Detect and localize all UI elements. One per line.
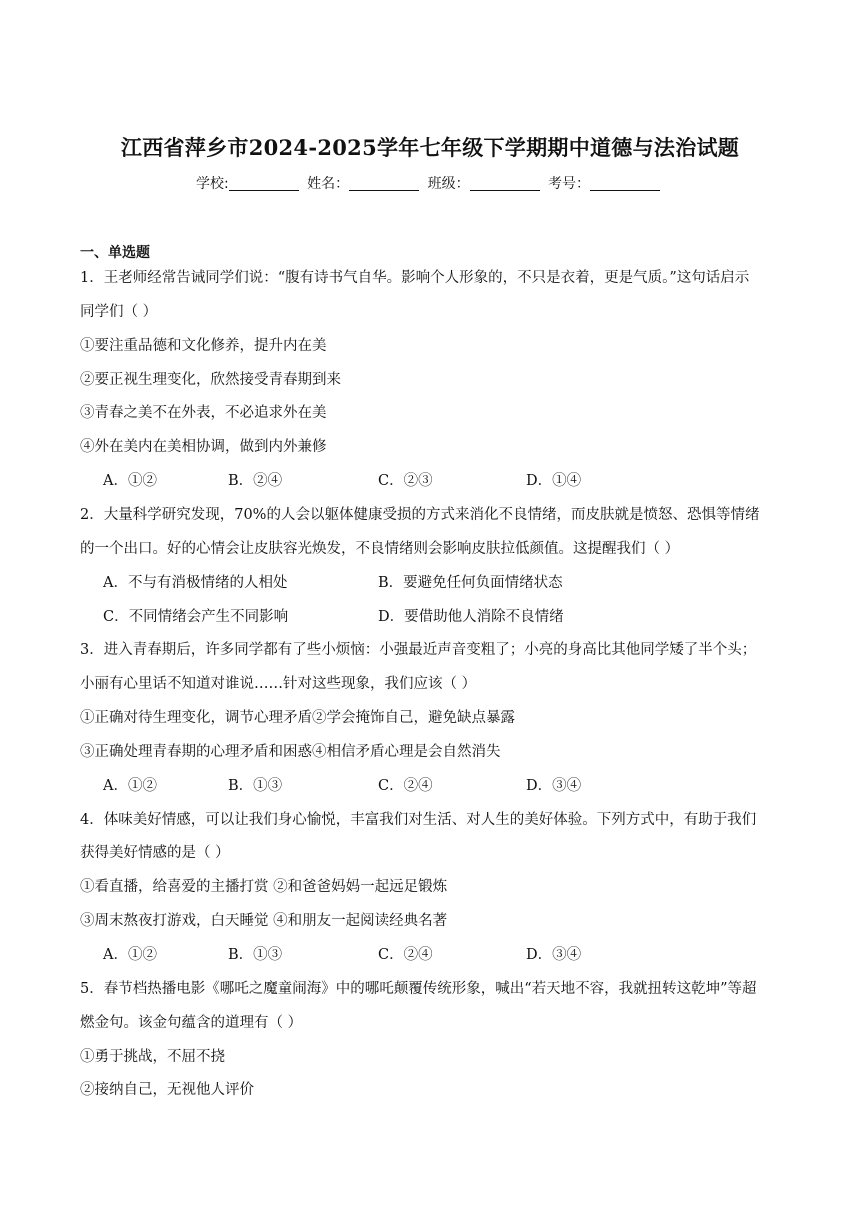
q2-option-d[interactable]: D．要借助他人消除不良情绪	[378, 609, 564, 625]
exam-number-blank[interactable]	[590, 176, 660, 191]
q4-option-c[interactable]: C．②④	[378, 947, 433, 963]
q4-option-d[interactable]: D．③④	[526, 947, 582, 963]
q5-statement-1: ①勇于挑战，不屈不挠	[80, 1049, 225, 1065]
q1-option-c[interactable]: C．②③	[378, 473, 433, 489]
q4-statement-1: ①看直播，给喜爱的主播打赏 ②和爸爸妈妈一起远足锻炼	[80, 879, 448, 895]
q4-option-a[interactable]: A．①②	[103, 947, 157, 963]
q5-stem-line1: 5．春节档热播电影《哪吒之魔童闹海》中的哪吒颠覆传统形象，喊出“若天地不容，我就扭转这乾坤”等超	[80, 981, 757, 997]
q1-statement-4: ④外在美内在美相协调，做到内外兼修	[80, 439, 327, 455]
q3-option-b[interactable]: B．①③	[228, 778, 283, 794]
student-info-line	[0, 173, 860, 193]
q2-stem-line2: 的一个出口。好的心情会让皮肤容光焕发，不良情绪则会影响皮肤拉低颜值。这提醒我们（ ）	[80, 541, 680, 557]
school-blank[interactable]	[229, 176, 299, 191]
q2-option-a[interactable]: A．不与有消极情绪的人相处	[103, 575, 288, 591]
name-label: 姓名：	[307, 176, 350, 192]
q3-option-a[interactable]: A．①②	[103, 778, 157, 794]
q3-stem-line1: 3．进入青春期后，许多同学都有了些小烦恼：小强最近声音变粗了；小亮的身高比其他同学矮了半个头；	[80, 642, 757, 658]
q3-option-c[interactable]: C．②④	[378, 778, 433, 794]
q3-stem-line2: 小丽有心里话不知道对谁说……针对这些现象，我们应该（ ）	[80, 676, 477, 692]
q1-option-b[interactable]: B．②④	[228, 473, 283, 489]
q3-statement-1: ①正确对待生理变化，调节心理矛盾②学会掩饰自己，避免缺点暴露	[80, 710, 515, 726]
q2-option-b[interactable]: B．要避免任何负面情绪状态	[378, 575, 563, 591]
exam-title: 江西省萍乡市2024-2025学年七年级下学期期中道德与法治试题	[120, 135, 740, 160]
name-blank[interactable]	[349, 176, 419, 191]
q1-statement-2: ②要正视生理变化，欣然接受青春期到来	[80, 372, 341, 388]
section-heading: 一、单选题	[80, 245, 150, 261]
q4-stem-line2: 获得美好情感的是（ ）	[80, 845, 230, 861]
q1-statement-1: ①要注重品德和文化修养，提升内在美	[80, 338, 327, 354]
q2-option-c[interactable]: C．不同情绪会产生不同影响	[103, 609, 289, 625]
q4-option-b[interactable]: B．①③	[228, 947, 283, 963]
q3-option-d[interactable]: D．③④	[526, 778, 582, 794]
exam-number-label: 考号：	[548, 176, 591, 192]
class-label: 班级：	[427, 176, 470, 192]
q3-statement-2: ③正确处理青春期的心理矛盾和困惑④相信矛盾心理是会自然消失	[80, 744, 501, 760]
school-label: 学校:	[195, 176, 229, 192]
q2-stem-line1: 2．大量科学研究发现，70%的人会以躯体健康受损的方式来消化不良情绪，而皮肤就是愤怒、恐惧等情绪	[80, 507, 760, 523]
q4-statement-2: ③周末熬夜打游戏，白天睡觉 ④和朋友一起阅读经典名著	[80, 913, 448, 929]
q1-option-a[interactable]: A．①②	[103, 473, 157, 489]
q1-statement-3: ③青春之美不在外表，不必追求外在美	[80, 405, 327, 421]
class-blank[interactable]	[470, 176, 540, 191]
q1-stem-line1: 1．王老师经常告诫同学们说：“腹有诗书气自华。影响个人形象的，不只是衣着，更是气质。”这句话启示	[80, 270, 750, 286]
q5-stem-line2: 燃金句。该金句蕴含的道理有（ ）	[80, 1015, 303, 1031]
q4-stem-line1: 4．体味美好情感，可以让我们身心愉悦，丰富我们对生活、对人生的美好体验。下列方式中，有助于我们	[80, 812, 757, 828]
q1-option-d[interactable]: D．①④	[526, 473, 582, 489]
q1-stem-line2: 同学们（ ）	[80, 304, 158, 320]
q5-statement-2: ②接纳自己，无视他人评价	[80, 1082, 254, 1098]
